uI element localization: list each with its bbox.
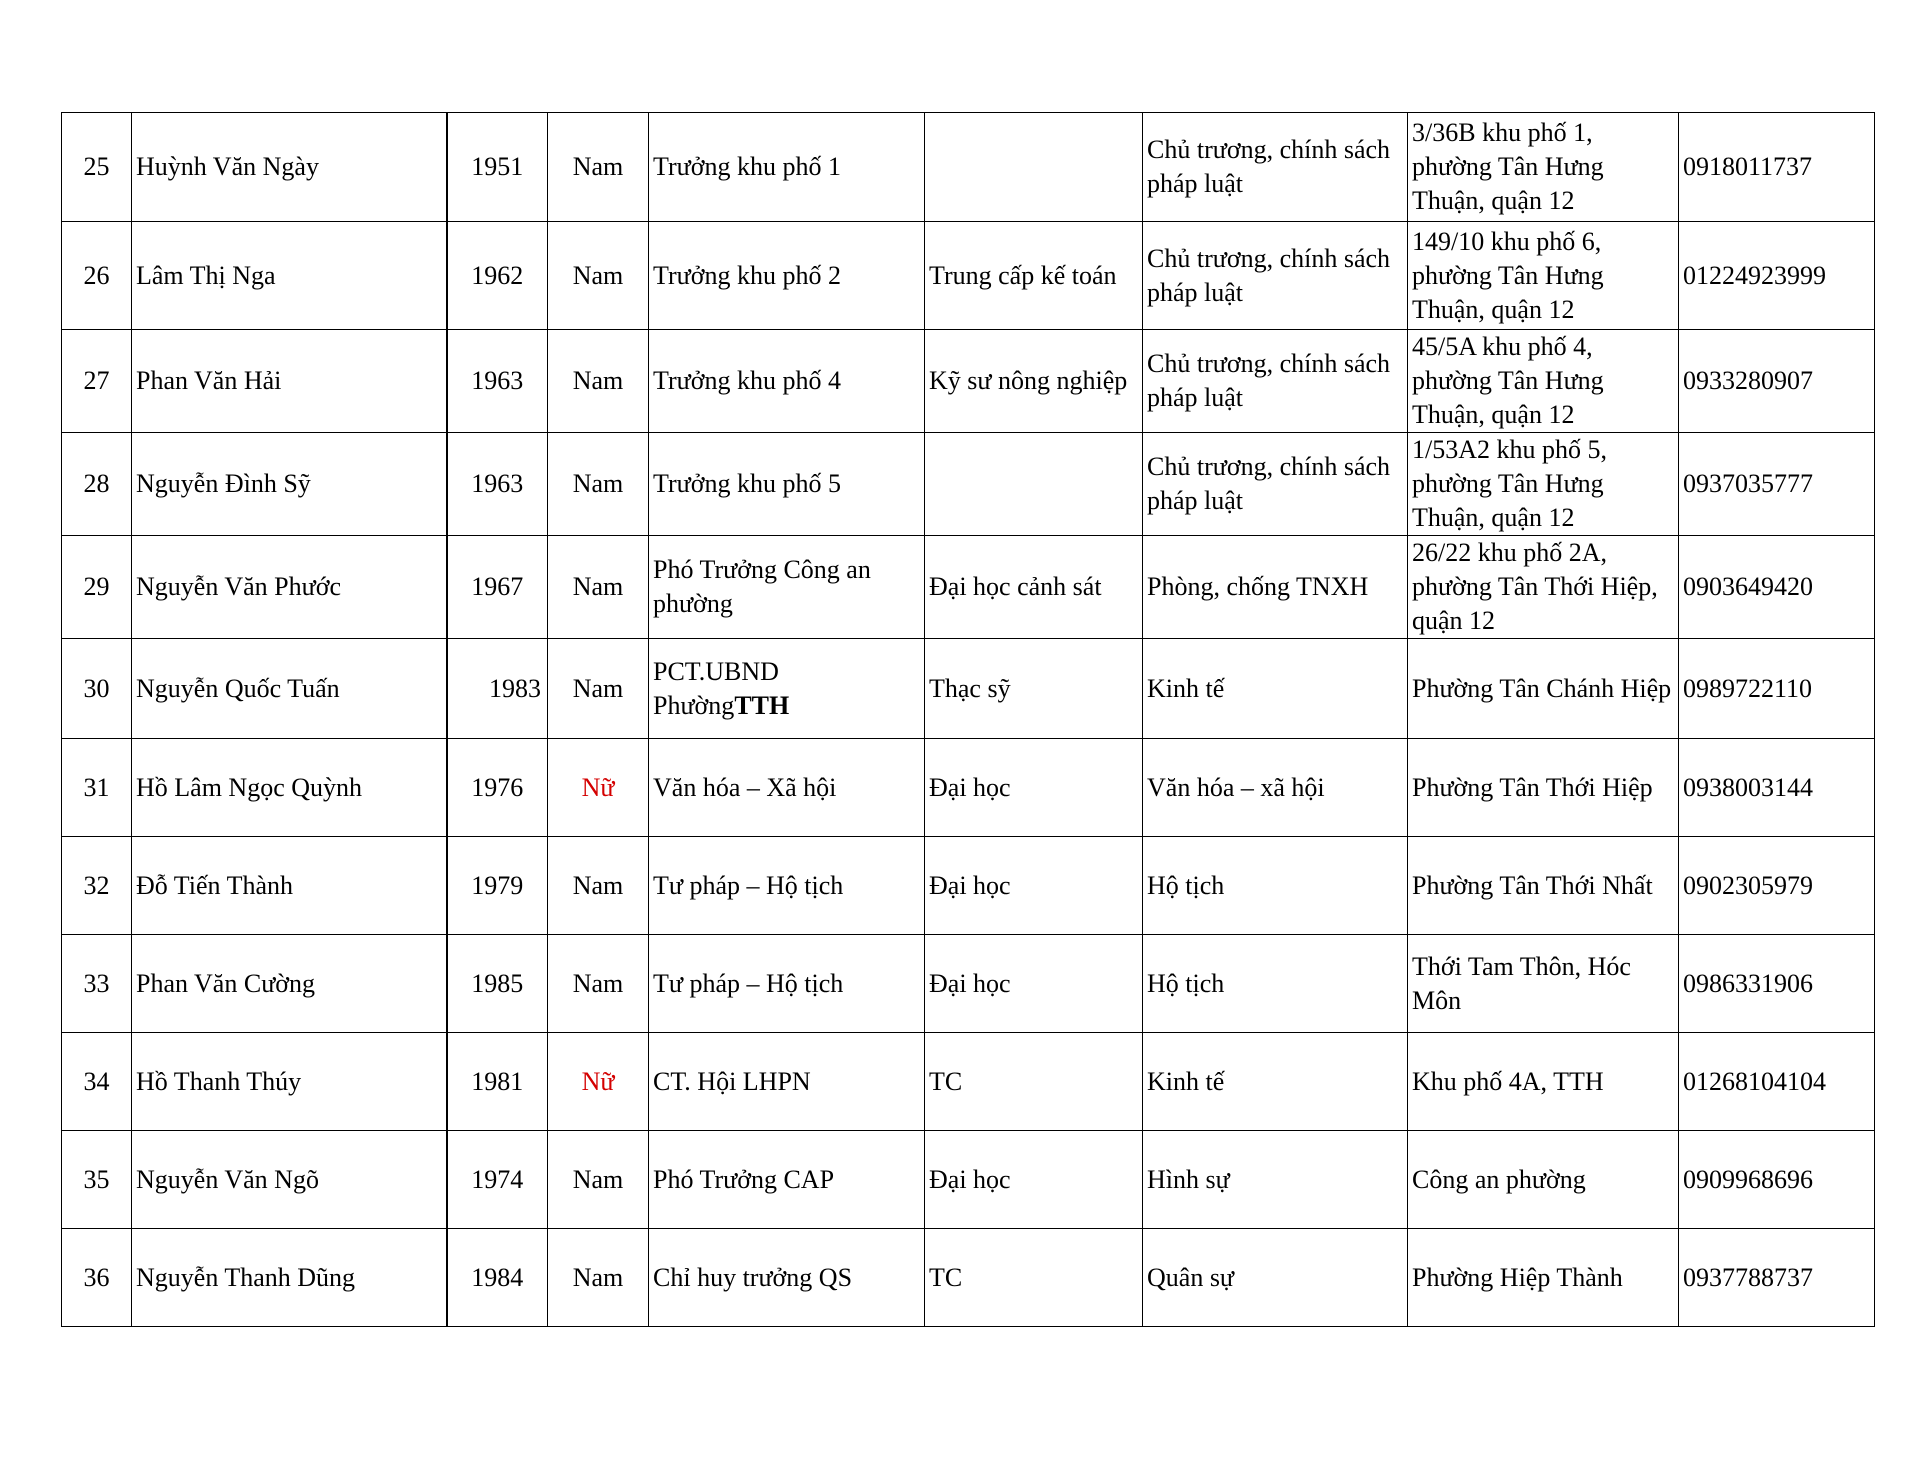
cell-year: 1981 — [447, 1033, 548, 1131]
cell-field: Hình sự — [1143, 1131, 1408, 1229]
cell-sex: Nam — [548, 639, 649, 739]
cell-field: Kinh tế — [1143, 639, 1408, 739]
cell-phone: 0902305979 — [1679, 837, 1875, 935]
cell-education: Thạc sỹ — [925, 639, 1143, 739]
cell-field: Chủ trương, chính sách pháp luật — [1143, 222, 1408, 330]
cell-sex: Nam — [548, 1229, 649, 1327]
cell-address: Thới Tam Thôn, Hóc Môn — [1408, 935, 1679, 1033]
cell-education: Đại học — [925, 935, 1143, 1033]
cell-address: Khu phố 4A, TTH — [1408, 1033, 1679, 1131]
cell-position: Văn hóa – Xã hội — [649, 739, 925, 837]
cell-name: Nguyễn Quốc Tuấn — [132, 639, 447, 739]
cell-field: Chủ trương, chính sách pháp luật — [1143, 433, 1408, 536]
cell-field: Chủ trương, chính sách pháp luật — [1143, 113, 1408, 222]
cell-position: Trưởng khu phố 5 — [649, 433, 925, 536]
cell-education: Kỹ sư nông nghiệp — [925, 330, 1143, 433]
cell-stt: 32 — [62, 837, 132, 935]
cell-field: Kinh tế — [1143, 1033, 1408, 1131]
cell-sex: Nữ — [548, 739, 649, 837]
cell-sex: Nữ — [548, 1033, 649, 1131]
cell-education: TC — [925, 1229, 1143, 1327]
cell-position: Trưởng khu phố 2 — [649, 222, 925, 330]
cell-name: Hồ Thanh Thúy — [132, 1033, 447, 1131]
cell-phone: 0918011737 — [1679, 113, 1875, 222]
cell-education: Đại học cảnh sát — [925, 536, 1143, 639]
cell-address: Phường Tân Thới Hiệp — [1408, 739, 1679, 837]
cell-name: Hồ Lâm Ngọc Quỳnh — [132, 739, 447, 837]
cell-position: CT. Hội LHPN — [649, 1033, 925, 1131]
cell-position: Tư pháp – Hộ tịch — [649, 837, 925, 935]
table-row — [62, 330, 1875, 433]
position-bold: TTH — [734, 690, 790, 720]
table-row — [62, 433, 1875, 536]
cell-address: Phường Tân Chánh Hiệp — [1408, 639, 1679, 739]
cell-phone: 0903649420 — [1679, 536, 1875, 639]
cell-year: 1976 — [447, 739, 548, 837]
cell-field: Hộ tịch — [1143, 935, 1408, 1033]
cell-year: 1967 — [447, 536, 548, 639]
members-table — [61, 112, 1875, 1327]
cell-stt: 36 — [62, 1229, 132, 1327]
cell-address: 3/36B khu phố 1, phường Tân Hưng Thuận, quận 12 — [1408, 113, 1679, 222]
position-prefix: Phường — [653, 690, 735, 720]
cell-education: TC — [925, 1033, 1143, 1131]
cell-education: Trung cấp kế toán — [925, 222, 1143, 330]
cell-address: Phường Hiệp Thành — [1408, 1229, 1679, 1327]
cell-stt: 27 — [62, 330, 132, 433]
cell-name: Phan Văn Hải — [132, 330, 447, 433]
table-row — [62, 222, 1875, 330]
cell-name: Nguyễn Văn Ngõ — [132, 1131, 447, 1229]
cell-stt: 35 — [62, 1131, 132, 1229]
cell-stt: 26 — [62, 222, 132, 330]
table-row — [62, 1229, 1875, 1327]
table-row — [62, 935, 1875, 1033]
table-row — [62, 1033, 1875, 1131]
cell-education — [925, 433, 1143, 536]
table-row — [62, 639, 1875, 739]
cell-position: Tư pháp – Hộ tịch — [649, 935, 925, 1033]
cell-stt: 28 — [62, 433, 132, 536]
cell-sex: Nam — [548, 330, 649, 433]
position-line-2 — [653, 689, 920, 723]
cell-name: Lâm Thị Nga — [132, 222, 447, 330]
cell-stt: 31 — [62, 739, 132, 837]
cell-phone: 0986331906 — [1679, 935, 1875, 1033]
cell-stt: 33 — [62, 935, 132, 1033]
position-line-1: PCT.UBND — [653, 656, 779, 686]
cell-phone: 01224923999 — [1679, 222, 1875, 330]
cell-address: 45/5A khu phố 4, phường Tân Hưng Thuận, quận 12 — [1408, 330, 1679, 433]
cell-address: 1/53A2 khu phố 5, phường Tân Hưng Thuận, quận 12 — [1408, 433, 1679, 536]
cell-field: Phòng, chống TNXH — [1143, 536, 1408, 639]
cell-year: 1985 — [447, 935, 548, 1033]
cell-year: 1984 — [447, 1229, 548, 1327]
cell-position: Phó Trưởng CAP — [649, 1131, 925, 1229]
cell-year: 1951 — [447, 113, 548, 222]
cell-stt: 34 — [62, 1033, 132, 1131]
cell-stt: 29 — [62, 536, 132, 639]
cell-position: Chỉ huy trưởng QS — [649, 1229, 925, 1327]
cell-field: Hộ tịch — [1143, 837, 1408, 935]
cell-name: Huỳnh Văn Ngày — [132, 113, 447, 222]
cell-phone: 0937035777 — [1679, 433, 1875, 536]
cell-name: Đỗ Tiến Thành — [132, 837, 447, 935]
cell-sex: Nam — [548, 222, 649, 330]
cell-position: Trưởng khu phố 4 — [649, 330, 925, 433]
table-row — [62, 739, 1875, 837]
cell-education: Đại học — [925, 1131, 1143, 1229]
cell-position: Phó Trưởng Công an phường — [649, 536, 925, 639]
cell-sex: Nam — [548, 113, 649, 222]
cell-phone: 01268104104 — [1679, 1033, 1875, 1131]
cell-sex: Nam — [548, 433, 649, 536]
cell-phone: 0989722110 — [1679, 639, 1875, 739]
cell-year: 1962 — [447, 222, 548, 330]
cell-education: Đại học — [925, 837, 1143, 935]
cell-phone: 0937788737 — [1679, 1229, 1875, 1327]
cell-education: Đại học — [925, 739, 1143, 837]
cell-address: Công an phường — [1408, 1131, 1679, 1229]
cell-field: Quân sự — [1143, 1229, 1408, 1327]
cell-education — [925, 113, 1143, 222]
cell-sex: Nam — [548, 1131, 649, 1229]
table-row — [62, 1131, 1875, 1229]
cell-sex: Nam — [548, 536, 649, 639]
cell-position — [649, 639, 925, 739]
table-row — [62, 536, 1875, 639]
cell-year: 1979 — [447, 837, 548, 935]
cell-name: Nguyễn Văn Phước — [132, 536, 447, 639]
cell-position: Trưởng khu phố 1 — [649, 113, 925, 222]
cell-sex: Nam — [548, 935, 649, 1033]
cell-field: Văn hóa – xã hội — [1143, 739, 1408, 837]
cell-stt: 25 — [62, 113, 132, 222]
cell-phone: 0933280907 — [1679, 330, 1875, 433]
cell-name: Phan Văn Cường — [132, 935, 447, 1033]
cell-year: 1974 — [447, 1131, 548, 1229]
cell-phone: 0938003144 — [1679, 739, 1875, 837]
table-row — [62, 837, 1875, 935]
cell-address: 26/22 khu phố 2A, phường Tân Thới Hiệp, quận 12 — [1408, 536, 1679, 639]
cell-address: 149/10 khu phố 6, phường Tân Hưng Thuận, quận 12 — [1408, 222, 1679, 330]
cell-name: Nguyễn Đình Sỹ — [132, 433, 447, 536]
cell-stt: 30 — [62, 639, 132, 739]
cell-phone: 0909968696 — [1679, 1131, 1875, 1229]
cell-year: 1983 — [447, 639, 548, 739]
cell-name: Nguyễn Thanh Dũng — [132, 1229, 447, 1327]
cell-address: Phường Tân Thới Nhất — [1408, 837, 1679, 935]
cell-year: 1963 — [447, 330, 548, 433]
cell-year: 1963 — [447, 433, 548, 536]
cell-field: Chủ trương, chính sách pháp luật — [1143, 330, 1408, 433]
table-row — [62, 113, 1875, 222]
cell-sex: Nam — [548, 837, 649, 935]
